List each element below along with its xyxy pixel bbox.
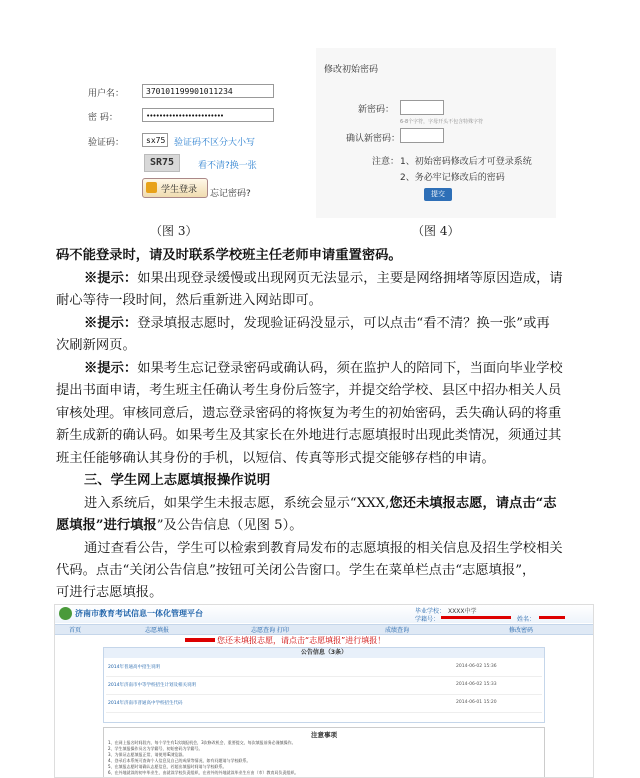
text-line-12 bbox=[56, 517, 303, 535]
notes-title: 注意事项 bbox=[311, 731, 337, 739]
text-line-6 bbox=[84, 360, 563, 378]
text-line-3: 耐心等待一段时间，然后重新进入网站即可。 bbox=[56, 293, 322, 308]
text-line-15: 可进行志愿填报。 bbox=[56, 585, 163, 600]
text-11-b: 您还未填报志愿，请点击“志 bbox=[389, 496, 557, 511]
nav-query-print[interactable]: 志愿查询 打印 bbox=[251, 627, 289, 634]
login-icon bbox=[146, 182, 157, 193]
submit-button[interactable]: 提交 bbox=[424, 188, 452, 201]
redacted-id bbox=[441, 616, 511, 619]
text-line-10: 班主任能够确认其身份的手机，以短信、传真等形式提交能够存档的申请。 bbox=[56, 451, 495, 466]
nav-fill-application[interactable]: 志愿填报 bbox=[145, 627, 170, 634]
text-line-13: 通过查看公告，学生可以检索到教育局发布的志愿填报的相关信息及招生学校相关 bbox=[84, 541, 563, 556]
captcha-hint: 验证码不区分大小写 bbox=[174, 138, 256, 148]
note-item: 3、为保证志愿填报正常，请使用IE浏览器。 bbox=[108, 752, 187, 757]
text-line-11 bbox=[84, 495, 557, 513]
text-line-1: 码不能登录时，请及时联系学校班主任老师申请重置密码。 bbox=[56, 248, 402, 263]
confirm-password-label: 确认新密码： bbox=[346, 134, 401, 144]
username-input[interactable]: 370101199901011234 bbox=[142, 84, 274, 98]
password-hint: 6-8个字符，字母开头不包含特殊字符 bbox=[400, 119, 484, 125]
nav-home[interactable]: 首页 bbox=[69, 627, 82, 634]
text-11-a: 进入系统后，如果学生未报志愿，系统会显示“XXX, bbox=[84, 496, 390, 511]
notes-panel bbox=[103, 727, 545, 778]
name-label: 姓名： bbox=[517, 616, 536, 623]
notice-date-3: 2014-06-01 15:20 bbox=[456, 700, 497, 705]
new-password-input[interactable] bbox=[400, 100, 444, 115]
text-line-4 bbox=[84, 315, 550, 333]
notice-row[interactable] bbox=[106, 662, 542, 677]
note-item: 5、在填报志愿时请确认志愿信息，若超出填报时间请与学校联系。 bbox=[108, 764, 227, 769]
main-nav bbox=[55, 624, 593, 635]
figure-3-login bbox=[58, 42, 290, 218]
notice-title: 公告信息（3条） bbox=[104, 648, 544, 658]
redacted-username bbox=[185, 638, 215, 642]
text-line-2 bbox=[84, 270, 563, 288]
tip-text-2: 登录填报志愿时，发现验证码没显示，可以点击“看不清？换一张”或再 bbox=[137, 316, 550, 331]
note-item: 2、学生填报操作员名为学籍号，初始密码为学籍号。 bbox=[108, 746, 203, 751]
text-line-8: 审核处理。审核同意后，遗忘登录密码的将恢复为考生的初始密码，丢失确认码的将重 bbox=[56, 406, 562, 421]
notice-row[interactable] bbox=[106, 680, 542, 695]
fill-alert[interactable]: 您还未填报志愿，请点击“志愿填报”进行填报！ bbox=[217, 636, 386, 645]
notice-date-1: 2014-06-02 15:36 bbox=[456, 664, 497, 669]
tip-label-1: ※提示： bbox=[84, 271, 138, 286]
tip-label-2: ※提示： bbox=[84, 316, 138, 331]
password-input[interactable]: •••••••••••••••••••••••• bbox=[142, 108, 274, 122]
note-item: 6、在外地就读的初中毕业生，由就读学校负责组织，在省外的外地就读毕业生应由（市）教育局负责组织。 bbox=[108, 770, 299, 775]
figure-4-change-password bbox=[316, 48, 556, 218]
note-item: 4、登录后本系统可查询个人信息及自己的成绩等情况，如有问题请与学校联系。 bbox=[108, 758, 251, 763]
change-password-title: 修改初始密码 bbox=[324, 65, 379, 75]
text-line-7: 提出书面申请，考生班主任确认考生身份后签字，并提交给学校、县区中招办相关人员 bbox=[56, 383, 562, 398]
figure-5-dashboard bbox=[54, 604, 594, 778]
school-value: XXXX中学 bbox=[448, 608, 477, 615]
notice-panel bbox=[103, 647, 545, 723]
username-label: 用户名： bbox=[88, 89, 125, 99]
site-title: 济南市教育考试信息一体化管理平台 bbox=[75, 609, 203, 618]
student-login-button[interactable] bbox=[142, 178, 208, 198]
id-label: 学籍号： bbox=[415, 616, 440, 623]
school-label: 毕业学校： bbox=[415, 608, 446, 615]
captcha-image: SR75 bbox=[144, 154, 180, 172]
note-1: 1、初始密码修改后才可登录系统 bbox=[400, 157, 532, 167]
confirm-password-input[interactable] bbox=[400, 128, 444, 143]
text-12-b: ”及公告信息（见图 5）。 bbox=[156, 518, 303, 533]
notice-row[interactable] bbox=[106, 698, 542, 713]
text-line-9: 新生成新的确认码。如果考生及其家长在外地进行志愿填报时出现此类情况，须通过其 bbox=[56, 428, 562, 443]
notes-label: 注意： bbox=[372, 157, 400, 167]
forgot-password-link[interactable]: 忘记密码? bbox=[210, 189, 251, 199]
figure-3-caption: （图 3） bbox=[150, 224, 198, 238]
site-header bbox=[55, 605, 593, 623]
notice-date-2: 2014-06-02 15:33 bbox=[456, 682, 497, 687]
nav-score-query[interactable]: 成绩查询 bbox=[385, 627, 410, 634]
text-line-14: 代码。点击“关闭公告信息”按钮可关闭公告窗口。学生在菜单栏点击“志愿填报”， bbox=[56, 563, 536, 578]
tip-label-3: ※提示： bbox=[84, 361, 138, 376]
login-button-label: 学生登录 bbox=[161, 185, 198, 195]
figure-4-caption: （图 4） bbox=[412, 224, 460, 238]
text-12-a: 愿填报”进行填报 bbox=[56, 518, 157, 533]
note-item: 1、在网上报名时间段内，每个学生有1次填报机会，3次修改机会，重要提交，每次填报前务必谨慎操作。 bbox=[108, 740, 296, 745]
new-password-label: 新密码： bbox=[358, 105, 395, 115]
site-logo-icon bbox=[59, 607, 72, 620]
notice-title-3[interactable]: 2014年济南市普通高中学校招生代码 bbox=[108, 701, 183, 706]
notice-title-2[interactable]: 2014年济南市中等学校招生计划及相关说明 bbox=[108, 683, 196, 688]
nav-change-password[interactable]: 修改密码 bbox=[509, 627, 534, 634]
captcha-input[interactable]: sx75 bbox=[142, 133, 168, 147]
refresh-captcha-link[interactable]: 看不清?换一张 bbox=[198, 161, 257, 171]
redacted-name bbox=[539, 616, 565, 619]
text-line-5: 次刷新网页。 bbox=[56, 338, 136, 353]
tip-text-1: 如果出现登录缓慢或出现网页无法显示，主要是网络拥堵等原因造成，请 bbox=[137, 271, 563, 286]
note-2: 2、务必牢记修改后的密码 bbox=[400, 173, 505, 183]
captcha-label: 验证码： bbox=[88, 138, 125, 148]
notice-title-1[interactable]: 2014年普通高中招生说明 bbox=[108, 665, 160, 670]
section-heading-3: 三、学生网上志愿填报操作说明 bbox=[84, 473, 271, 488]
password-label: 密 码： bbox=[88, 113, 118, 123]
tip-text-3: 如果考生忘记登录密码或确认码，须在监护人的陪同下，当面向毕业学校 bbox=[137, 361, 563, 376]
